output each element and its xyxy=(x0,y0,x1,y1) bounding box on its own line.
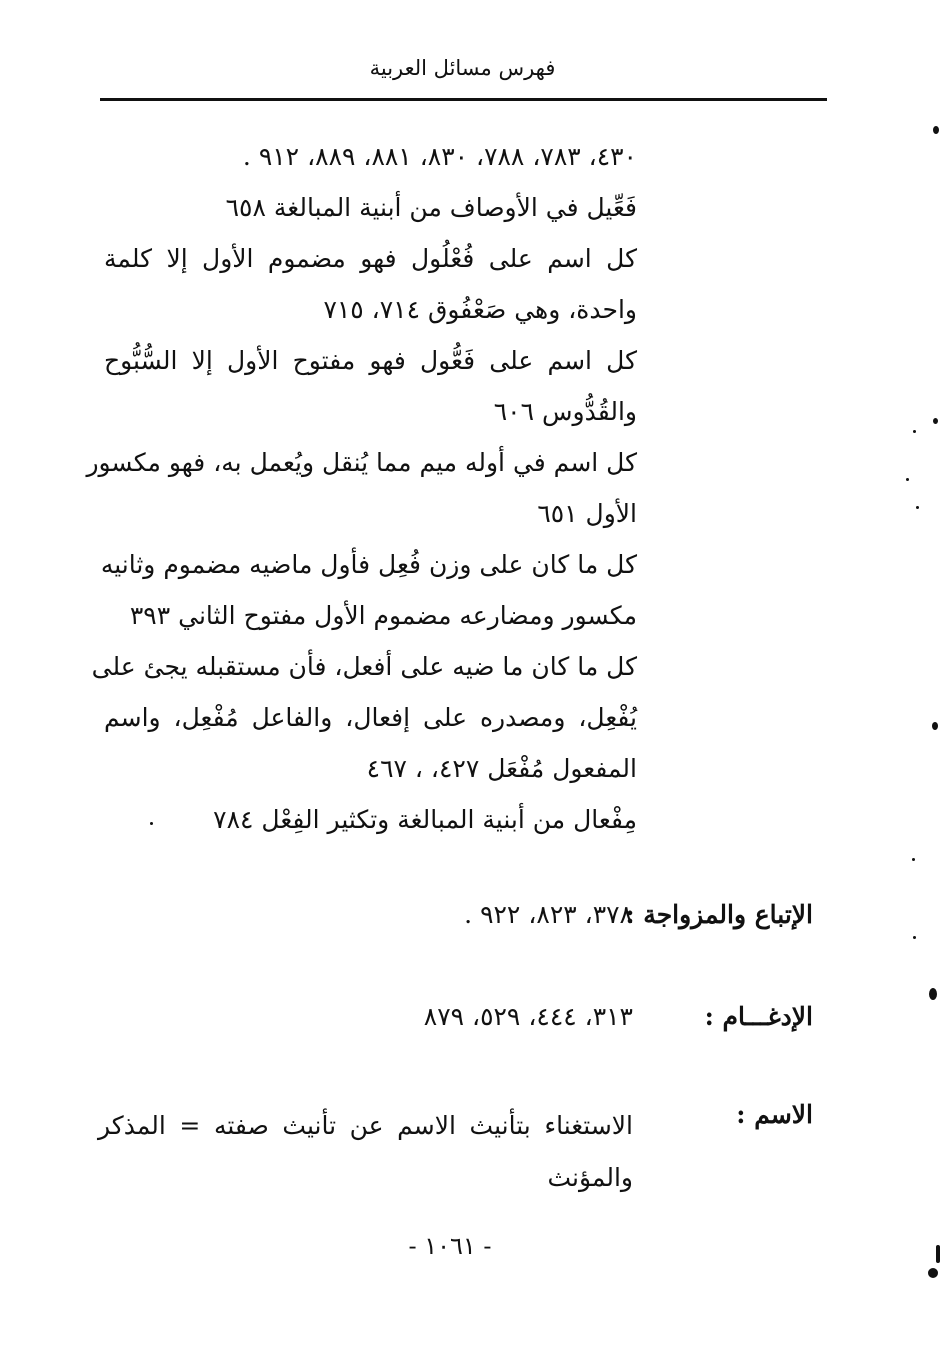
entry-line: مِفْعال من أبنية المبالغة وتكثير الفِعْل ٧٨٤ xyxy=(213,805,637,834)
index-entry xyxy=(86,437,637,539)
index-entry xyxy=(104,794,637,845)
index-entry xyxy=(104,233,637,335)
entry-line: يُفْعِل، ومصدره على إفعال، والفاعل مُفْعِل، واسم xyxy=(104,703,637,732)
entry-line: كل ما كان ما ضيه على أفعل، فأن مستقبله يجئ على xyxy=(91,652,637,681)
scan-speck xyxy=(913,936,916,939)
index-entries xyxy=(86,131,637,845)
scan-speck xyxy=(912,858,915,861)
index-entry xyxy=(104,131,637,182)
entry-line: كل ما كان على وزن فُعِل فأول ماضيه مضموم وثانيه xyxy=(100,550,637,579)
headword-refs: ٣١٣، ٤٤٤، ٥٢٩، ٨٧٩ xyxy=(423,1002,633,1031)
scan-speck xyxy=(928,1268,938,1278)
running-header: فهرس مسائل العربية xyxy=(369,56,556,80)
entry-line: الأول ٦٥١ xyxy=(537,499,637,528)
scan-speck xyxy=(929,988,937,1000)
description-line: الاستغناء بتأنيث الاسم عن تأنيث صفته = المذكر xyxy=(98,1111,633,1140)
entry-line: فَعِّيل في الأوصاف من أبنية المبالغة ٦٥٨ xyxy=(225,193,637,222)
entry-line: المفعول مُفْعَل ٤٢٧، ، ٤٦٧ xyxy=(366,754,637,783)
page-number: - ١٠٦١ - xyxy=(408,1232,492,1260)
scan-speck xyxy=(932,722,938,730)
entry-line: ٤٣٠، ٧٨٣، ٧٨٨، ٨٣٠، ٨٨١، ٨٨٩، ٩١٢ . xyxy=(242,142,637,171)
header-rule xyxy=(100,98,827,101)
scan-speck xyxy=(906,478,909,481)
index-entry xyxy=(104,335,637,437)
entry-line: كل اسم على فَعُّول فهو مفتوح الأول إلا السُّبُّوح xyxy=(104,346,637,375)
scan-speck xyxy=(916,506,919,509)
headword-row-ism xyxy=(98,1100,813,1200)
headword-term: الإتباع والمزواجة : xyxy=(625,900,813,929)
index-entry xyxy=(104,182,637,233)
scan-speck xyxy=(150,822,153,825)
headword-refs: ٣٧٨، ٨٢٣، ٩٢٢ . xyxy=(464,900,633,929)
headword-term: الإدغـــام : xyxy=(704,1002,813,1031)
headword-row-itbaa xyxy=(420,900,813,940)
headword-row-idgham xyxy=(370,1002,813,1042)
index-entry xyxy=(100,539,637,641)
description-line: والمؤنث xyxy=(547,1163,633,1192)
entry-line: مكسور ومضارعه مضموم الأول مفتوح الثاني ٣٩٣ xyxy=(129,601,637,630)
entry-line: كل اسم على فُعْلُول فهو مضموم الأول إلا كلمة xyxy=(104,244,637,273)
headword-description xyxy=(98,1100,633,1204)
scan-speck xyxy=(913,430,916,433)
scan-speck xyxy=(933,418,938,424)
headword-term: الاسم : xyxy=(736,1100,813,1129)
scan-speck xyxy=(936,1245,940,1263)
index-entry xyxy=(91,641,637,794)
entry-line: كل اسم في أوله ميم مما يُنقل ويُعمل به، فهو مكسور xyxy=(86,448,637,477)
entry-line: والقُدُّوس ٦٠٦ xyxy=(493,397,637,426)
entry-line: واحدة، وهي صَعْفُوق ٧١٤، ٧١٥ xyxy=(323,295,637,324)
scan-speck xyxy=(933,126,939,134)
